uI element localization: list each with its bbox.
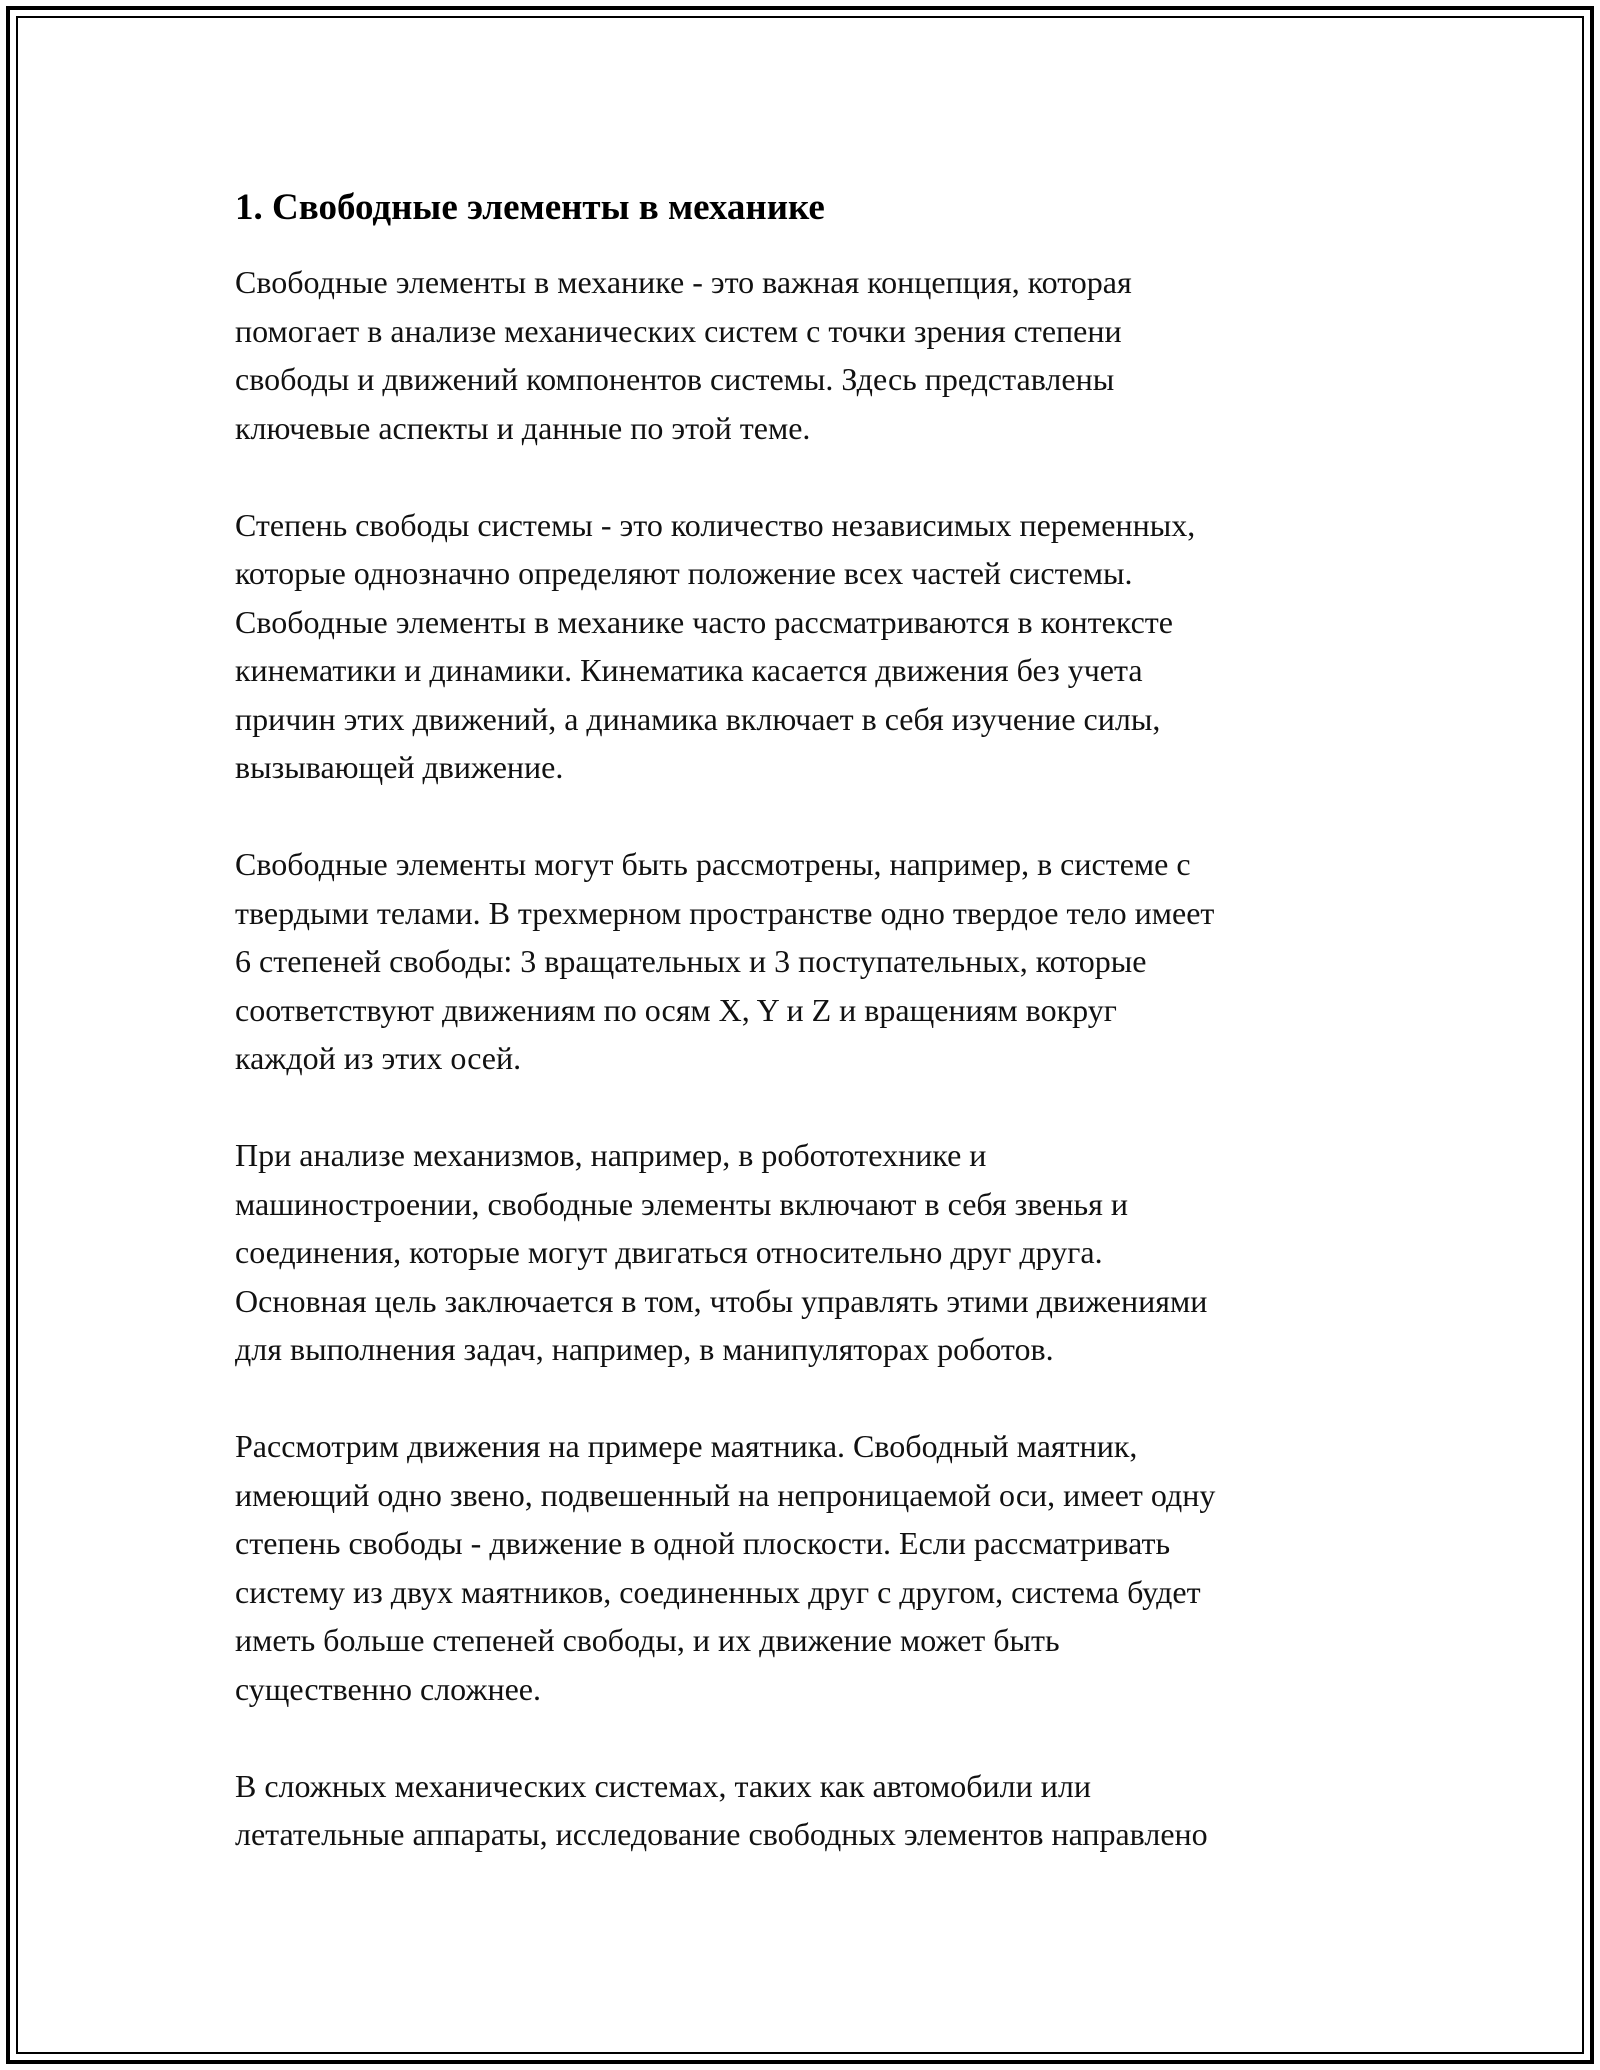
paragraph-intro: Свободные элементы в механике - это важная концепция, которая помогает в анализе механических систем с точки зрения степени свободы и движений компонентов системы. Здесь представлены ключевые аспекты и данные по этой теме. — [235, 264, 1132, 446]
paragraph-mechanisms: При анализе механизмов, например, в робототехнике и машиностроении, свободные элементы включают в себя звенья и соединения, которые могут двигаться относительно друг друга. Основная цель заключается в том, чтобы управлять этими движениями для выполнения задач, например, в манипуляторах роботов. — [235, 1137, 1208, 1367]
paragraph-rigid-bodies: Свободные элементы могут быть рассмотрены, например, в системе с твердыми телами. В трехмерном пространстве одно твердое тело имеет 6 степеней свободы: 3 вращательных и 3 поступательных, которые соответствуют движениям по осям X, Y и Z и вращениям вокруг каждой из этих осей. — [235, 846, 1215, 1076]
paragraph-degrees-of-freedom: Степень свободы системы - это количество независимых переменных, которые однозначно определяют положение всех частей системы. Свободные элементы в механике часто рассматриваются в контексте кинематики и динамики. Кинематика касается движения без учета причин этих движений, а динамика включает в себя изучение силы, вызывающей движение. — [235, 506, 1196, 785]
document-body — [235, 184, 1385, 1907]
paragraph-complex-systems: В сложных механических системах, таких как автомобили или летательные аппараты, исследование свободных элементов направлено — [235, 1767, 1208, 1852]
section-heading: 1. Свободные элементы в механике — [235, 187, 825, 228]
paragraph-pendulum: Рассмотрим движения на примере маятника. Свободный маятник, имеющий одно звено, подвешенный на непроницаемой оси, имеет одну степень свободы - движение в одной плоскости. Если рассматривать систему из двух маятников, соединенных друг с другом, система будет иметь больше степеней свободы, и их движение может быть существенно сложнее. — [235, 1428, 1216, 1707]
